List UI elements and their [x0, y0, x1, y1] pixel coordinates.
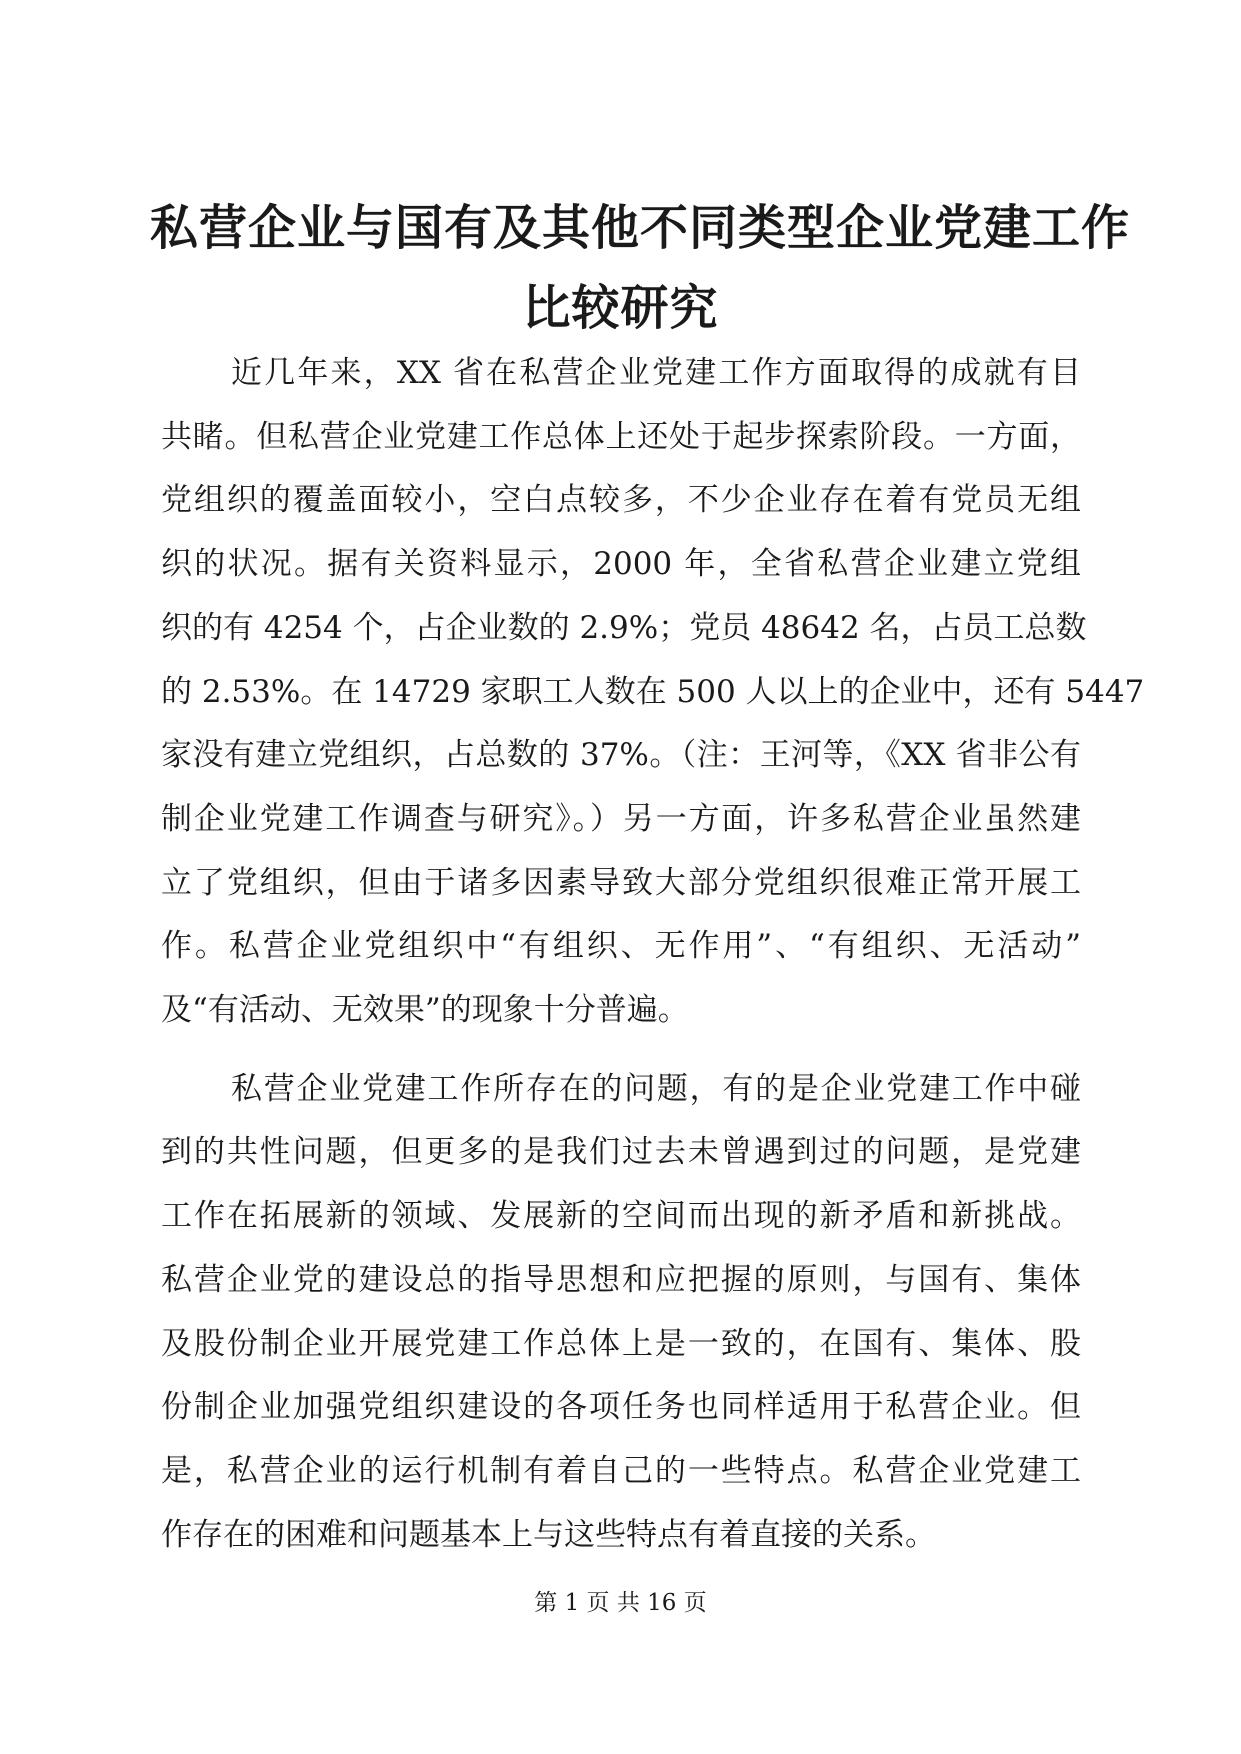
paragraph-1-line: 织的有 4254 个，占企业数的 2.9%；党员 48642 名，占员工总数: [161, 609, 1087, 646]
paragraph-2-line: 私营企业党的建设总的指导思想和应把握的原则，与国有、集体: [161, 1261, 1081, 1298]
paragraph-2-line: 及股份制企业开展党建工作总体上是一致的，在国有、集体、股: [161, 1325, 1081, 1362]
paragraph-2-line: 是，私营企业的运行机制有着自己的一些特点。私营企业党建工: [161, 1452, 1081, 1489]
paragraph-2-line: 私营企业党建工作所存在的问题，有的是企业党建工作中碰: [231, 1070, 1081, 1107]
paragraph-2-line: 份制企业加强党组织建设的各项任务也同样适用于私营企业。但: [161, 1389, 1081, 1426]
title-line-1: 私营企业与国有及其他不同类型企业党建工作: [150, 200, 1131, 256]
paragraph-1-line: 及“有活动、无效果”的现象十分普遍。: [161, 992, 689, 1029]
paragraph-1-line: 党组织的覆盖面较小，空白点较多，不少企业存在着有党员无组: [161, 482, 1081, 519]
paragraph-1-line: 家没有建立党组织，占总数的 37%。（注：王河等，《XX 省非公有: [161, 737, 1081, 774]
paragraph-1-line: 近几年来，XX 省在私营企业党建工作方面取得的成就有目: [231, 355, 1081, 391]
paragraph-1-line: 制企业党建工作调查与研究》。）另一方面，许多私营企业虽然建: [161, 800, 1081, 837]
document-body: [161, 342, 1145, 1567]
document-title: [150, 188, 1131, 348]
paragraph-1: [161, 342, 1145, 1043]
paragraph-1-line: 作。私营企业党组织中“有组织、无作用”、“有组织、无活动”: [161, 928, 1081, 965]
paragraph-2: [161, 1058, 1081, 1568]
paragraph-1-line: 的 2.53%。在 14729 家职工人数在 500 人以上的企业中，还有 5447: [161, 673, 1145, 710]
paragraph-1-line: 共睹。但私营企业党建工作总体上还处于起步探索阶段。一方面，: [161, 418, 1081, 455]
paragraph-1-line: 织的状况。据有关资料显示，2000 年，全省私营企业建立党组: [161, 546, 1081, 583]
page-footer: 第 1 页 共 16 页: [534, 1590, 707, 1616]
title-line-2: 比较研究: [522, 280, 719, 336]
paragraph-2-line: 作存在的困难和问题基本上与这些特点有着直接的关系。: [161, 1516, 936, 1553]
paragraph-1-line: 立了党组织，但由于诸多因素导致大部分党组织很难正常开展工: [161, 864, 1081, 901]
paragraph-2-line: 工作在拓展新的领域、发展新的空间而出现的新矛盾和新挑战。: [161, 1198, 1081, 1235]
paragraph-2-line: 到的共性问题，但更多的是我们过去未曾遇到过的问题，是党建: [161, 1134, 1081, 1171]
